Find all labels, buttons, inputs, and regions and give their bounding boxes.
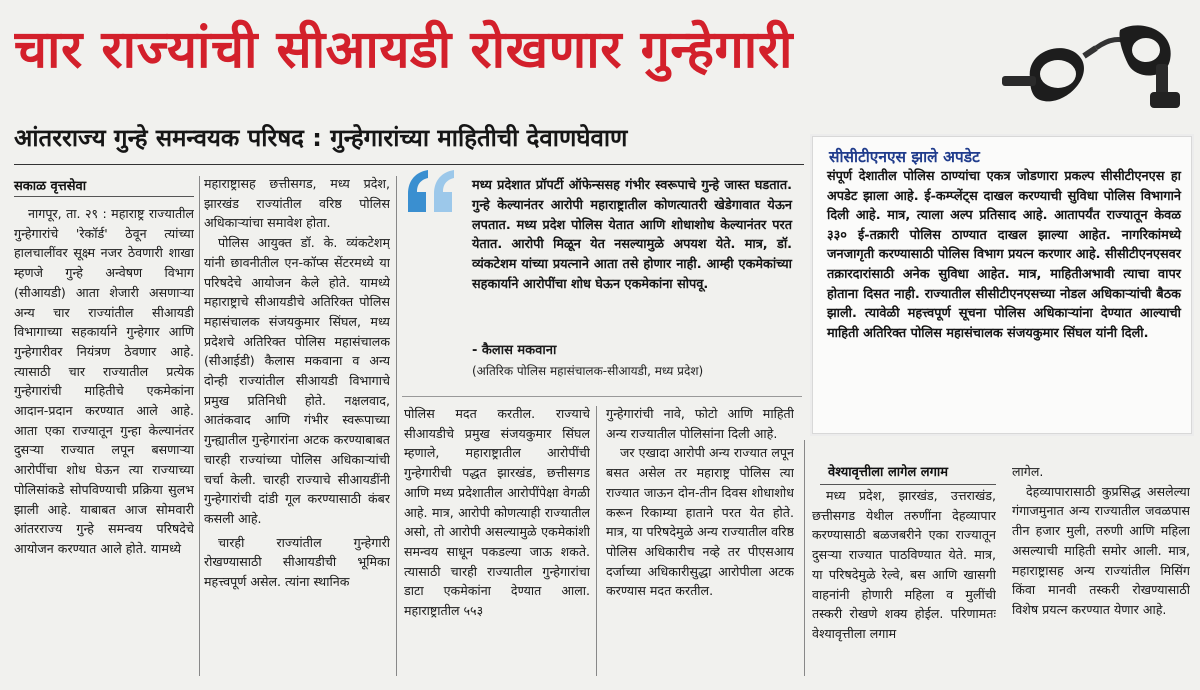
box-title: सीसीटीएनएस झाले अपडेट <box>829 148 980 166</box>
box-text: संपूर्ण देशातील पोलिस ठाण्यांचा एकत्र जोडणारा प्रकल्प सीसीटीएनएस हा अपडेट झाला आहे. ई-कम्प्लेंट्स दाखल करण्याची सुविधा पोलिस विभागाने दिली आहे. मात्र, त्याला अल्प प्रतिसाद आहे. आतापर्यंत राज्यातून केवळ ३३० ई-तक्रारी पोलिस ठाण्यात दाखल झाल्या आहेत. नागरिकांमध्ये जनजागृती करण्यासाठी पोलिस विभाग प्रयत्न करणार आहे. सीसीटीएनएसवर तक्रारदारांसाठी अनेक सुविधा आहेत. मात्र, माहितीअभावी त्याचा वापर होताना दिसत नाही. राज्यातील सीसीटीएनएसच्या नोडल अधिकाऱ्यांची बैठक झाली. त्यावेळी महत्त्वपूर्ण सूचना पोलिस अधिकाऱ्यांना देण्यात आल्याची माहिती अतिरिक्त पोलिस महासंचालक संजयकुमार सिंघल यांनी दिली. <box>827 169 1181 341</box>
column-divider <box>396 176 397 676</box>
column-2-text-b: पोलिस आयुक्त डॉ. के. व्यंकटेशम् यांनी छावनीतील एन-कॉप्स सेंटरमध्ये या परिषदेचे आयोजन केले होते. यामध्ये महाराष्ट्राचे सीआयडीचे अतिरिक्त पोलिस महासंचालक संजयकुमार सिंघल, मध्य प्रदेशचे अतिरिक्त पोलिस महासंचालक (सीआईडी) कैलास मकवाना व अन्य दोन्ही राज्यांतील सीआयडी विभागाचे प्रमुख प्रतिनिधी होते. नक्षलवाद, आतंकवाद आणि गंभीर स्वरूपाच्या गुन्ह्यातील गुन्हेगारांना अटक करण्याबाबत चारही राज्यांच्या पोलिस अधिकाऱ्यांची चर्चा केली. चारही राज्याचे सीआयडींनी गुन्हेगारांची दांडी गूल करण्यासाठी कंबर कसली आहे. <box>204 235 390 526</box>
column-5-text: मध्य प्रदेश, झारखंड, उत्तराखंड, छत्तीसगड येथील तरुणींना देहव्यापार करण्यासाठी बळजबरीने एका राज्यातून दुसऱ्या राज्यात पाठविण्यात येते. मात्र, या परिषदेमुळे रेल्वे, बस आणि खासगी वाहनांनी होणारी महिला व मुलींची तस्करी रोखणे शक्य होईल. परिणामतः वेश्यावृत्तीला लगाम <box>812 488 996 641</box>
article-column-2 <box>204 174 390 684</box>
article-column-3 <box>404 404 590 684</box>
article-column-4 <box>606 404 794 684</box>
quote-rule <box>402 396 802 397</box>
column-divider <box>804 440 805 676</box>
section-title-rule <box>820 484 996 485</box>
byline: सकाळ वृत्तसेवा <box>14 179 87 194</box>
column-divider <box>596 406 597 676</box>
article-column-5 <box>812 486 996 684</box>
column-2-text-c: चारही राज्यांतील गुन्हेगारी रोखण्यासाठी सीआयडीची भूमिका महत्त्वपूर्ण असेल. त्यांना स्थानिक <box>204 534 390 590</box>
column-6-text-a: लागेल. <box>1012 464 1044 479</box>
quote-author: - कैलास मकवाना <box>472 343 557 358</box>
quote-mark-icon <box>404 168 456 218</box>
subhead-rule <box>14 164 804 165</box>
column-1-text: नागपूर, ता. २९ : महाराष्ट्र राज्यातील गुन्हेगारांचे 'रेकॉर्ड' ठेवून त्यांच्या हालचालींवर सूक्ष्म नजर ठेवणारी शाखा म्हणजे गुन्हे अन्वेषण विभाग (सीआयडी) आता शेजारी असणाऱ्या अन्य चार राज्यांतील सीआयडी विभागाच्या सहकार्याने गुन्हेगार आणि गुन्हेगारीवर नियंत्रण ठेवणार आहे. त्यासाठी चार राज्यातील प्रत्येक गुन्हेगारांची माहितीचे एकमेकांना आदान-प्रदान करण्यात आले आहे. आता एका राज्यातून गुन्हा केल्यानंतर दुसऱ्या राज्यात लपून बसणाऱ्या आरोपींचा शोध घेऊन त्या राज्याच्या पोलिसांकडे सोपविण्याची प्रक्रिया सुलभ झाली आहे. याबाबत आज सोमवारी आंतरराज्य गुन्हे समन्वय परिषदेचे आयोजन करण्यात आले होते. यामध्ये <box>14 206 194 556</box>
column-divider <box>199 176 200 676</box>
column-4-text-b: जर एखादा आरोपी अन्य राज्यात लपून बसत असेल तर महाराष्ट्र पोलिस त्या राज्यात जाऊन दोन-तीन दिवस शोधाशोध करून रिकाम्या हाताने परत येत होते. मात्र, या परिषदेमुळे अन्य राज्यातील वरिष्ठ पोलिस अधिकारीच नव्हे तर पीएसआय दर्जाच्या अधिकारीसुद्धा आरोपीला अटक करण्यास मदत करतील. <box>606 445 794 599</box>
subheadline: आंतरराज्य गुन्हे समन्वयक परिषद : गुन्हेगारांच्या माहितीची देवाणघेवाण <box>14 124 628 152</box>
pull-quote: मध्य प्रदेशात प्रॉपर्टी ऑफेन्ससह गंभीर स्वरूपाचे गुन्हे जास्त घडतात. गुन्हे केल्यानंतर आरोपी महाराष्ट्रातील कोणत्यातरी खेडेगावात येऊन लपतात. मध्य प्रदेश पोलिस येतात आणि शोधाशोध केल्यानंतर परत येतात. आरोपी मिळून येत नसल्यामुळे अपयश येते. मात्र, डॉ. व्यंकटेशम यांच्या प्रयत्नाने आता तसे होणार नाही. आम्ही एकमेकांच्या सहकार्याने आरोपींचा शोध घेऊन एकमेकांना सोपवू. <box>472 178 792 292</box>
column-6-text-b: देहव्यापारासाठी कुप्रसिद्ध असलेल्या गंगाजमुनात अन्य राज्यातील जवळपास तीन हजार मुली, तरुणी आणि महिला असल्याची माहिती समोर आली. मात्र, महाराष्ट्रासह अन्य राज्यांतील मिसिंग किंवा मानवी तस्करी रोखण्यासाठी विशेष प्रयत्न करण्यात येणार आहे. <box>1012 483 1190 617</box>
article-column-1 <box>14 204 194 684</box>
handcuffs-icon <box>1000 8 1190 130</box>
column-4-text-a: गुन्हेगारांची नावे, फोटो आणि माहिती अन्य राज्यातील पोलिसांना दिली आहे. <box>606 406 794 441</box>
column-3-text: पोलिस मदत करतील. राज्याचे सीआयडीचे प्रमुख संजयकुमार सिंघल म्हणाले, महाराष्ट्रातील आरोपींची गुन्हेगारीची पद्धत झारखंड, छत्तीसगड आणि मध्य प्रदेशातील आरोपींपेक्षा वेगळी आहे. मात्र, आरोपी कोणत्याही राज्यातील असो, तो आरोपी असल्यामुळे एकमेकांशी समन्वय साधून पकडल्या जाऊ शकते. त्यासाठी चारही राज्यातील गुन्हेगारांचा डाटा एकमेकांना देण्यात आला. महाराष्ट्रातील ५५३ <box>404 406 590 619</box>
headline: चार राज्यांची सीआयडी रोखणार गुन्हेगारी <box>14 20 793 80</box>
quote-designation: (अतिरिक पोलिस महासंचालक-सीआयडी, मध्य प्रदेश) <box>472 364 704 378</box>
cctns-box <box>812 136 1192 434</box>
section-title: वेश्यावृत्तीला लागेल लगाम <box>828 465 949 480</box>
column-2-text-a: महाराष्ट्रासह छत्तीसगड, मध्य प्रदेश, झारखंड राज्यांतील वरिष्ठ पोलिस अधिकाऱ्यांचा समावेश होता. <box>204 176 390 231</box>
byline-rule <box>14 196 194 197</box>
article-column-6 <box>1012 462 1190 684</box>
